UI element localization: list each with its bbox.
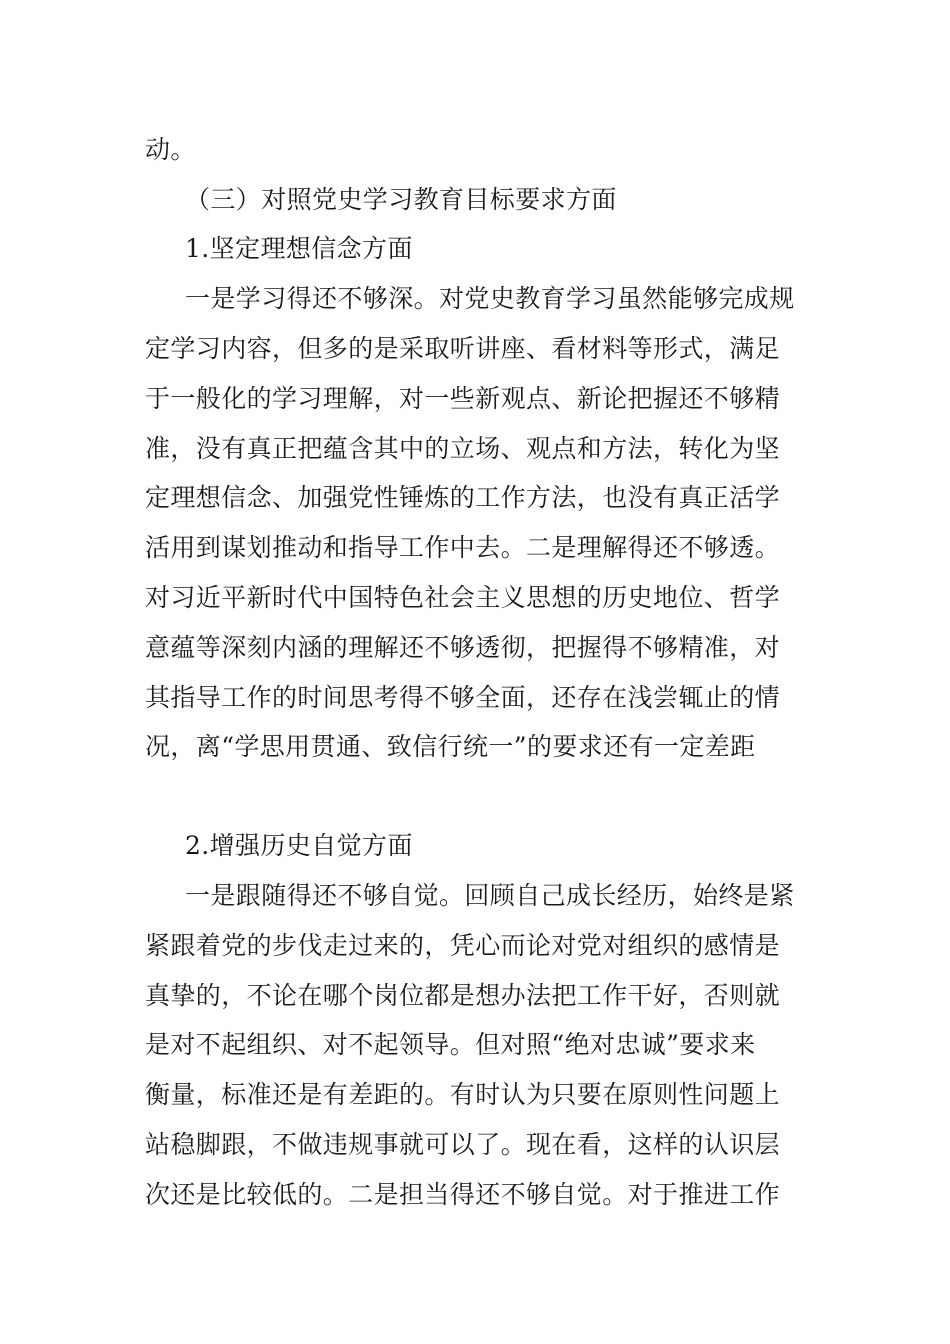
paragraph-1-line: 其指导工作的时间思考得不够全面，还存在浅尝辄止的情 — [145, 683, 781, 712]
paragraph-2-line: 是对不起组织、对不起领导。但对照“绝对忠诚”要求来 — [145, 1030, 756, 1059]
paragraph-1-line: 活用到谋划推动和指导工作中去。二是理解得还不够透。 — [145, 533, 781, 562]
paragraph-1-line: 一是学习得还不够深。对党史教育学习虽然能够完成规 — [185, 284, 795, 313]
subsection-heading-1: 1.坚定理想信念方面 — [185, 234, 413, 263]
paragraph-1-line: 对习近平新时代中国特色社会主义思想的历史地位、哲学 — [145, 583, 781, 612]
paragraph-2-line: 一是跟随得还不够自觉。回顾自己成长经历，始终是紧 — [185, 881, 795, 910]
paragraph-2-line: 次还是比较低的。二是担当得还不够自觉。对于推进工作 — [145, 1180, 781, 1209]
paragraph-1-line: 于一般化的学习理解，对一些新观点、新论把握还不够精 — [145, 384, 781, 413]
paragraph-1-line: 况，离“学思用贯通、致信行统一”的要求还有一定差距 — [145, 732, 756, 761]
paragraph-1-line: 准，没有真正把蕴含其中的立场、观点和方法，转化为坚 — [145, 434, 781, 463]
paragraph-2-line: 站稳脚跟，不做违规事就可以了。现在看，这样的认识层 — [145, 1130, 781, 1159]
paragraph-2-line: 衡量，标准还是有差距的。有时认为只要在原则性问题上 — [145, 1080, 781, 1109]
section-heading: （三）对照党史学习教育目标要求方面 — [185, 185, 617, 214]
paragraph-2-line: 真挚的，不论在哪个岗位都是想办法把工作干好，否则就 — [145, 981, 781, 1010]
subsection-heading-2: 2.增强历史自觉方面 — [185, 831, 413, 860]
paragraph-1-line: 定理想信念、加强党性锤炼的工作方法，也没有真正活学 — [145, 483, 781, 512]
paragraph-1-line: 定学习内容，但多的是采取听讲座、看材料等形式，满足 — [145, 334, 781, 363]
paragraph-2-line: 紧跟着党的步伐走过来的，凭心而论对党对组织的感情是 — [145, 931, 781, 960]
text-line-continuation: 动。 — [145, 135, 196, 164]
paragraph-1-line: 意蕴等深刻内涵的理解还不够透彻，把握得不够精准，对 — [145, 633, 781, 662]
